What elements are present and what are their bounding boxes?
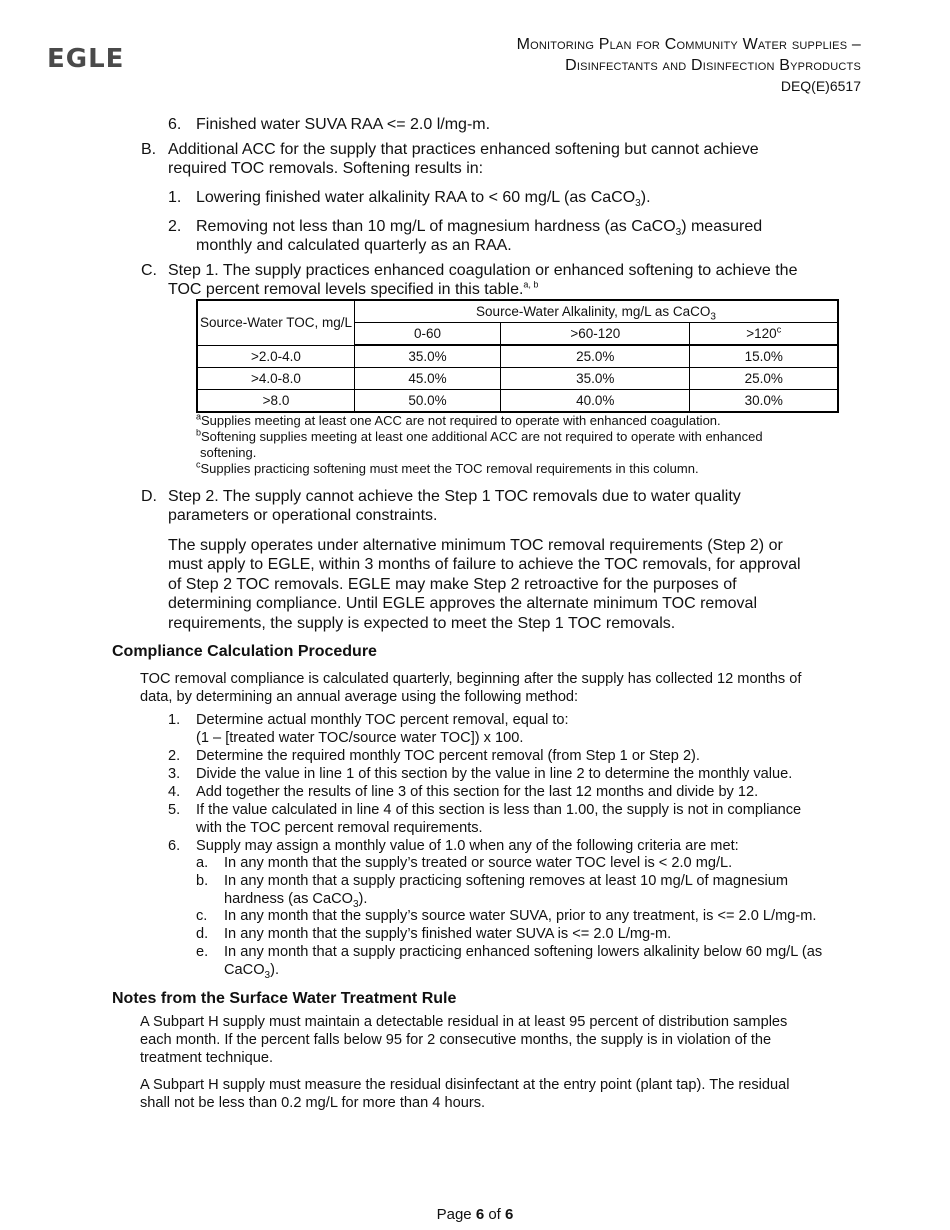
acc-B-line2: required TOC removals. Softening results in: bbox=[168, 160, 484, 177]
table-cell: 25.0% bbox=[690, 368, 838, 390]
swtr-p2-line: A Subpart H supply must measure the residual disinfectant at the entry point (plant tap). The residual bbox=[140, 1077, 790, 1093]
compliance-item6-text: Supply may assign a monthly value of 1.0 when any of the following criteria are met: bbox=[196, 838, 739, 854]
compliance-item1-line2: (1 – [treated water TOC/source water TOC]) x 100. bbox=[196, 730, 524, 746]
header-doc-id: DEQ(E)6517 bbox=[780, 78, 861, 94]
criteria-e-line1: In any month that a supply practicing enhanced softening lowers alkalinity below 60 mg/L (as bbox=[224, 944, 823, 960]
criteria-d-text: In any month that the supply’s finished water SUVA is <= 2.0 L/mg-m. bbox=[224, 926, 672, 942]
table-cell: 25.0% bbox=[501, 345, 690, 368]
acc-B1-text: Lowering finished water alkalinity RAA to < 60 mg/L (as CaCO$_3$). bbox=[196, 189, 651, 210]
criteria-e-letter: e. bbox=[196, 944, 209, 960]
document-header bbox=[517, 34, 861, 97]
footnote-b-line2: softening. bbox=[200, 445, 257, 460]
table-row-header: Source-Water TOC, mg/L bbox=[197, 300, 355, 345]
acc-B2-line2: monthly and calculated quarterly as an RAA. bbox=[196, 237, 512, 254]
acc-B-line1: Additional ACC for the supply that practices enhanced softening but cannot achieve bbox=[168, 141, 759, 158]
compliance-intro-line2: data, by determining an annual average using the following method: bbox=[140, 689, 579, 705]
header-title-line2: Disinfectants and Disinfection Byproducts bbox=[565, 57, 861, 74]
compliance-item1-number: 1. bbox=[168, 712, 181, 728]
page-number: Page 6 of 6 bbox=[436, 1206, 514, 1223]
acc-B2-number: 2. bbox=[168, 218, 182, 235]
header-title-line1: Monitoring Plan for Community Water supplies – bbox=[516, 36, 861, 53]
step-D-para-line: determining compliance. Until EGLE approves the alternate minimum TOC removal bbox=[168, 595, 757, 612]
step-D-para-line: The supply operates under alternative minimum TOC removal requirements (Step 2) or bbox=[168, 537, 783, 554]
footnote-b-line1: $^b$Softening supplies meeting at least one additional ACC are not required to operate with enhanced bbox=[196, 427, 763, 444]
compliance-item2-number: 2. bbox=[168, 748, 181, 764]
swtr-p2-line: shall not be less than 0.2 mg/L for more than 4 hours. bbox=[140, 1095, 486, 1111]
compliance-item4-text: Add together the results of line 3 of this section for the last 12 months and divide by 12. bbox=[196, 784, 759, 800]
toc-removal-table bbox=[196, 299, 839, 413]
criteria-a-text: In any month that the supply’s treated or source water TOC level is < 2.0 mg/L. bbox=[224, 855, 733, 871]
table-row bbox=[197, 345, 838, 368]
compliance-item3-number: 3. bbox=[168, 766, 181, 782]
criteria-c-text: In any month that the supply’s source water SUVA, prior to any treatment, is <= 2.0 L/mg-m. bbox=[224, 908, 817, 924]
acc-B-letter: B. bbox=[141, 141, 157, 158]
table-cell: 35.0% bbox=[501, 368, 690, 390]
table-column-group-header: Source-Water Alkalinity, mg/L as CaCO$_3$ bbox=[355, 300, 839, 323]
criteria-a-letter: a. bbox=[196, 855, 209, 871]
criteria-d-letter: d. bbox=[196, 926, 209, 942]
table-cell: 40.0% bbox=[501, 390, 690, 413]
compliance-item5-line1: If the value calculated in line 4 of this section is less than 1.00, the supply is not in compliance bbox=[196, 802, 802, 818]
acc-C-letter: C. bbox=[141, 262, 157, 279]
compliance-item6-number: 6. bbox=[168, 838, 181, 854]
acc-B2-line1: Removing not less than 10 mg/L of magnesium hardness (as CaCO$_3$) measured bbox=[196, 218, 763, 239]
acc-B1-number: 1. bbox=[168, 189, 182, 206]
table-cell: 35.0% bbox=[355, 345, 501, 368]
step-D-letter: D. bbox=[141, 488, 157, 505]
table-row bbox=[197, 368, 838, 390]
step-D-line1: Step 2. The supply cannot achieve the Step 1 TOC removals due to water quality bbox=[168, 488, 741, 505]
compliance-item5-number: 5. bbox=[168, 802, 181, 818]
table-row-label: >8.0 bbox=[197, 390, 355, 413]
swtr-heading: Notes from the Surface Water Treatment Rule bbox=[112, 990, 457, 1007]
compliance-intro-line1: TOC removal compliance is calculated quarterly, beginning after the supply has collected 12 months of bbox=[140, 671, 802, 687]
swtr-p1-line: each month. If the percent falls below 95 for 2 consecutive months, the supply is in violation of the bbox=[140, 1032, 772, 1048]
compliance-item3-text: Divide the value in line 1 of this section by the value in line 2 to determine the monthly value. bbox=[196, 766, 793, 782]
table-row bbox=[197, 390, 838, 413]
step-D-para-line: must apply to EGLE, within 3 months of failure to achieve the TOC removals, for approval bbox=[168, 556, 801, 573]
compliance-item1-line1: Determine actual monthly TOC percent removal, equal to: bbox=[196, 712, 569, 728]
compliance-item2-text: Determine the required monthly TOC percent removal (from Step 1 or Step 2). bbox=[196, 748, 700, 764]
criteria-b-line2: hardness (as CaCO$_3$). bbox=[224, 891, 368, 910]
footnote-a: $^a$Supplies meeting at least one ACC are not required to operate with enhanced coagulation. bbox=[196, 411, 721, 428]
table-column-header: >60-120 bbox=[501, 323, 690, 346]
table-row-label: >4.0-8.0 bbox=[197, 368, 355, 390]
criteria-e-line2: CaCO$_3$). bbox=[224, 962, 280, 981]
table-column-header: $>120^c$ bbox=[690, 323, 838, 346]
step-D-line2: parameters or operational constraints. bbox=[168, 507, 438, 524]
acc-C-line1: Step 1. The supply practices enhanced coagulation or enhanced softening to achieve the bbox=[168, 262, 798, 279]
acc-item6-text: Finished water SUVA RAA <= 2.0 l/mg-m. bbox=[196, 116, 491, 133]
compliance-heading: Compliance Calculation Procedure bbox=[112, 643, 377, 660]
table-cell: 50.0% bbox=[355, 390, 501, 413]
swtr-p1-line: A Subpart H supply must maintain a detectable residual in at least 95 percent of distribution samples bbox=[140, 1014, 788, 1030]
footnote-c: $^c$Supplies practicing softening must meet the TOC removal requirements in this column. bbox=[196, 459, 699, 476]
table-column-header: 0-60 bbox=[355, 323, 501, 346]
acc-C-line2: TOC percent removal levels specified in this table.$^{a, b}$ bbox=[168, 279, 539, 298]
compliance-item4-number: 4. bbox=[168, 784, 181, 800]
egle-logo: EGLE bbox=[47, 44, 125, 74]
acc-item6-number: 6. bbox=[168, 116, 182, 133]
criteria-c-letter: c. bbox=[196, 908, 208, 924]
swtr-p1-line: treatment technique. bbox=[140, 1050, 274, 1066]
table-cell: 15.0% bbox=[690, 345, 838, 368]
table-cell: 45.0% bbox=[355, 368, 501, 390]
step-D-para-line: of Step 2 TOC removals. EGLE may make Step 2 retroactive for the purposes of bbox=[168, 576, 737, 593]
compliance-item5-line2: with the TOC percent removal requirements. bbox=[196, 820, 483, 836]
table-row-label: >2.0-4.0 bbox=[197, 345, 355, 368]
criteria-b-letter: b. bbox=[196, 873, 209, 889]
criteria-b-line1: In any month that a supply practicing softening removes at least 10 mg/L of magnesium bbox=[224, 873, 789, 889]
step-D-para-line: requirements, the supply is expected to meet the Step 1 TOC removals. bbox=[168, 615, 676, 632]
table-cell: 30.0% bbox=[690, 390, 838, 413]
